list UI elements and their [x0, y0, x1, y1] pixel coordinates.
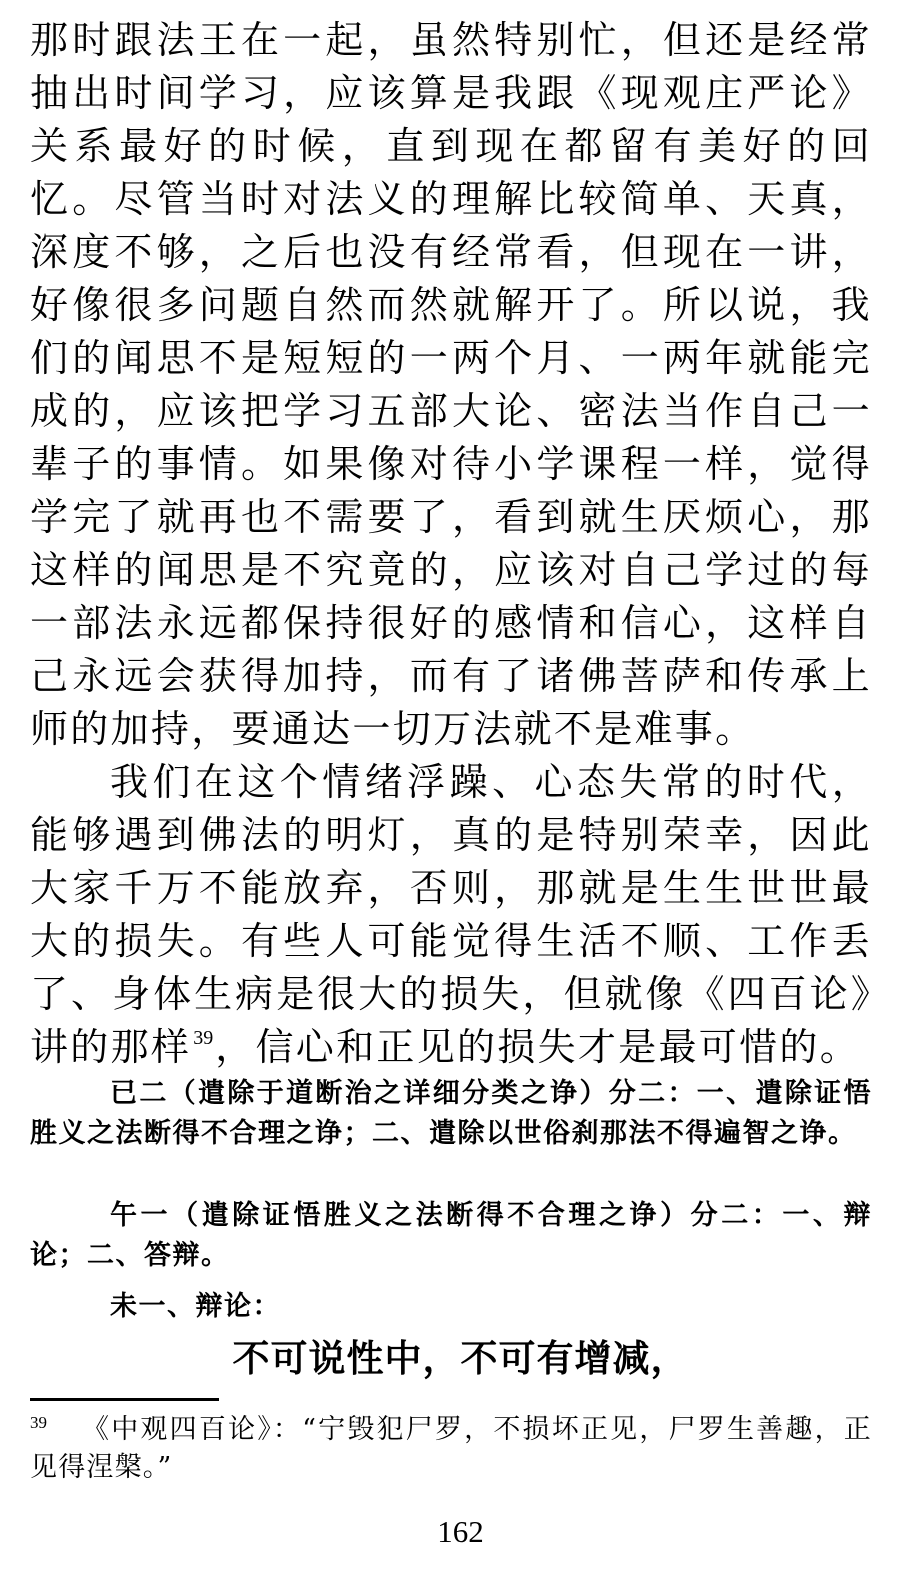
body-paragraph-1: 那时跟法王在一起，虽然特别忙，但还是经常抽出时间学习，应该算是我跟《现观庄严论》关系最好的时候，直到现在都留有美好的回忆。尽管当时对法义的理解比较简单、天真，深度不够，之后也没有经常看，但现在一讲，好像很多问题自然而然就解开了。所以说，我们的闻思不是短短的一两个月、一两年就能完成的，应该把学习五部大论、密法当作自己一辈子的事情。如果像对待小学课程一样，觉得学完了就再也不需要了，看到就生厌烦心，那这样的闻思是不究竟的，应该对自己学过的每一部法永远都保持很好的感情和信心，这样自己永远会获得加持，而有了诸佛菩萨和传承上师的加持，要通达一切万法就不是难事。 — [30, 18, 872, 751]
paragraph-2-text-end: ，信心和正见的损失才是最可惜的。 — [215, 1025, 861, 1069]
main-body-text — [30, 14, 872, 1074]
footnote-39 — [30, 1411, 872, 1487]
outline-heading-level-3: 未一、辩论： — [110, 1291, 281, 1322]
footnote-text: 《中观四百论》：“宁毁犯尸罗，不损坏正见，尸罗生善趣，正见得涅槃。” — [30, 1414, 872, 1483]
paragraph-2-text: 我们在这个情绪浮躁、心态失常的时代，能够遇到佛法的明灯，真的是特别荣幸，因此大家千万不能放弃，否则，那就是生生世世最大的损失。有些人可能觉得生活不顺、工作丢了、身体生病是很大的损失，但就像《四百论》讲的那样 — [30, 760, 872, 1069]
root-text-verse: 不可说性中，不可有增减， — [232, 1337, 689, 1380]
footnote-separator-rule — [30, 1398, 219, 1401]
body-paragraph-2 — [30, 756, 872, 1074]
outline-heading-level-1: 已二（遣除于道断治之详细分类之诤）分二：一、遣除证悟胜义之法断得不合理之诤；二、遣除以世俗刹那法不得遍智之诤。 — [30, 1078, 872, 1149]
footnote-number: 39 — [30, 1413, 47, 1432]
footnote-reference-39[interactable]: 39 — [193, 1027, 214, 1049]
page-number: 162 — [437, 1514, 484, 1549]
outline-heading-level-2: 午一（遣除证悟胜义之法断得不合理之诤）分二：一、辩论；二、答辩。 — [30, 1200, 872, 1271]
